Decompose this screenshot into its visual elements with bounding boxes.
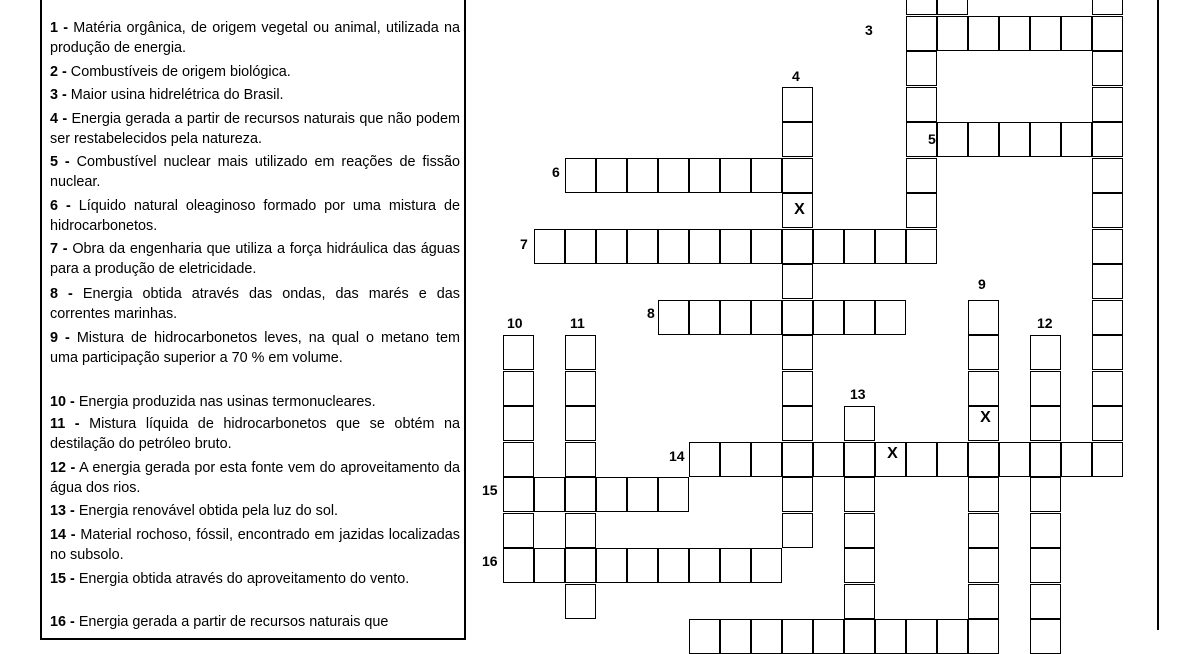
- grid-cell[interactable]: [627, 477, 658, 512]
- grid-cell[interactable]: [906, 442, 937, 477]
- grid-cell[interactable]: [720, 548, 751, 583]
- grid-cell[interactable]: [565, 371, 596, 406]
- grid-cell[interactable]: [503, 548, 534, 583]
- grid-cell[interactable]: [782, 371, 813, 406]
- grid-cell[interactable]: [689, 300, 720, 335]
- grid-number-5: 5: [928, 131, 936, 147]
- clue-9: 9 - Mistura de hidrocarbonetos leves, na qual o metano tem uma participação superior a 70 % em volume.: [50, 330, 461, 366]
- grid-number-9: 9: [978, 276, 986, 292]
- grid-cell[interactable]: [596, 477, 627, 512]
- clue-14: 14 - Material rochoso, fóssil, encontrado em jazidas localizadas no subsolo.: [50, 527, 461, 563]
- grid-number-7: 7: [520, 236, 528, 252]
- grid-cell[interactable]: [503, 477, 534, 512]
- grid-cell[interactable]: [751, 619, 782, 654]
- grid-cell[interactable]: [565, 406, 596, 441]
- grid-cell[interactable]: [565, 513, 596, 548]
- grid-cell[interactable]: [1030, 548, 1061, 583]
- grid-cell[interactable]: [689, 442, 720, 477]
- clue-12: 12 - A energia gerada por esta fonte vem do aproveitamento da água dos rios.: [50, 460, 460, 496]
- grid-cell[interactable]: [1030, 513, 1061, 548]
- clue-panel: [40, 0, 466, 640]
- grid-cell[interactable]: [1030, 122, 1061, 157]
- grid-cell[interactable]: [844, 477, 875, 512]
- clue-5: 5 - Combustível nuclear mais utilizado em reações de fissão nuclear.: [50, 154, 461, 190]
- grid-cell[interactable]: [720, 158, 751, 193]
- grid-cell[interactable]: [1092, 122, 1123, 157]
- blocked-mark: X: [887, 445, 898, 462]
- grid-cell[interactable]: [844, 300, 875, 335]
- grid-cell[interactable]: [844, 584, 875, 619]
- grid-cell[interactable]: [1092, 264, 1123, 299]
- grid-number-10: 10: [507, 315, 523, 331]
- grid-cell[interactable]: [782, 619, 813, 654]
- grid-number-11: 11: [570, 315, 585, 331]
- grid-cell[interactable]: [968, 122, 999, 157]
- grid-cell[interactable]: [875, 229, 906, 264]
- grid-cell[interactable]: [906, 16, 937, 51]
- grid-cell[interactable]: [844, 406, 875, 441]
- grid-cell[interactable]: [782, 264, 813, 299]
- grid-cell[interactable]: [720, 442, 751, 477]
- grid-cell[interactable]: [751, 548, 782, 583]
- grid-cell[interactable]: [658, 229, 689, 264]
- grid-cell[interactable]: [968, 371, 999, 406]
- grid-number-14: 14: [669, 448, 685, 464]
- clue-2: 2 - Combustíveis de origem biológica.: [50, 64, 291, 80]
- clue-10: 10 - Energia produzida nas usinas termonucleares.: [50, 394, 376, 410]
- grid-cell[interactable]: [1061, 442, 1092, 477]
- grid-cell[interactable]: [782, 335, 813, 370]
- grid-cell[interactable]: [937, 0, 968, 15]
- grid-cell[interactable]: [906, 158, 937, 193]
- grid-cell[interactable]: [968, 513, 999, 548]
- grid-cell[interactable]: [906, 193, 937, 228]
- grid-cell[interactable]: [1092, 0, 1123, 15]
- grid-cell[interactable]: [1092, 87, 1123, 122]
- grid-cell[interactable]: [565, 335, 596, 370]
- grid-cell[interactable]: [751, 442, 782, 477]
- grid-cell[interactable]: [782, 300, 813, 335]
- grid-cell[interactable]: [627, 158, 658, 193]
- grid-cell[interactable]: [596, 548, 627, 583]
- grid-cell[interactable]: [1030, 371, 1061, 406]
- grid-cell[interactable]: [782, 442, 813, 477]
- grid-cell[interactable]: [720, 229, 751, 264]
- grid-cell[interactable]: [813, 619, 844, 654]
- grid-cell[interactable]: [937, 16, 968, 51]
- grid-cell[interactable]: [503, 406, 534, 441]
- grid-cell[interactable]: [751, 158, 782, 193]
- grid-cell[interactable]: [782, 477, 813, 512]
- grid-number-4: 4: [792, 68, 800, 84]
- grid-cell[interactable]: [565, 229, 596, 264]
- grid-cell[interactable]: [844, 548, 875, 583]
- grid-cell[interactable]: [906, 0, 937, 15]
- grid-cell[interactable]: [627, 548, 658, 583]
- grid-cell[interactable]: [565, 584, 596, 619]
- grid-cell[interactable]: [534, 229, 565, 264]
- clue-1: 1 - Matéria orgânica, de origem vegetal ou animal, utilizada na produção de energia.: [50, 20, 461, 56]
- clue-8: 8 - Energia obtida através das ondas, das marés e das correntes marinhas.: [50, 286, 461, 322]
- grid-cell[interactable]: [999, 122, 1030, 157]
- grid-cell[interactable]: [1061, 122, 1092, 157]
- grid-cell[interactable]: [503, 371, 534, 406]
- grid-cell[interactable]: [1030, 442, 1061, 477]
- grid-number-13: 13: [850, 386, 866, 402]
- grid-number-12: 12: [1037, 315, 1053, 331]
- grid-cell[interactable]: [813, 300, 844, 335]
- grid-cell[interactable]: [906, 229, 937, 264]
- grid-cell[interactable]: [627, 229, 658, 264]
- grid-cell[interactable]: [968, 16, 999, 51]
- grid-cell[interactable]: [1030, 619, 1061, 654]
- grid-cell[interactable]: [720, 300, 751, 335]
- grid-cell[interactable]: [968, 335, 999, 370]
- grid-cell[interactable]: [937, 619, 968, 654]
- grid-cell[interactable]: [875, 619, 906, 654]
- clue-6: 6 - Líquido natural oleaginoso formado por uma mistura de hidrocarbonetos.: [50, 198, 461, 234]
- grid-cell[interactable]: [999, 442, 1030, 477]
- grid-cell[interactable]: [875, 300, 906, 335]
- grid-cell[interactable]: [1030, 477, 1061, 512]
- grid-cell[interactable]: [534, 477, 565, 512]
- grid-number-3: 3: [865, 22, 873, 38]
- grid-cell[interactable]: [1092, 300, 1123, 335]
- grid-cell[interactable]: [813, 442, 844, 477]
- grid-number-8: 8: [647, 305, 655, 321]
- grid-cell[interactable]: [689, 619, 720, 654]
- clue-4: 4 - Energia gerada a partir de recursos naturais que não podem ser restabelecidos pela natureza.: [50, 111, 460, 147]
- grid-cell[interactable]: [1092, 406, 1123, 441]
- puzzle-border: [1157, 0, 1159, 630]
- grid-cell[interactable]: [689, 548, 720, 583]
- grid-cell[interactable]: [906, 51, 937, 86]
- grid-cell[interactable]: [999, 16, 1030, 51]
- grid-cell[interactable]: [937, 122, 968, 157]
- grid-cell[interactable]: [782, 158, 813, 193]
- grid-cell[interactable]: [565, 477, 596, 512]
- grid-cell[interactable]: [1092, 158, 1123, 193]
- grid-cell[interactable]: [565, 158, 596, 193]
- grid-cell[interactable]: [968, 619, 999, 654]
- grid-cell[interactable]: [906, 87, 937, 122]
- grid-cell[interactable]: [1092, 371, 1123, 406]
- grid-number-6: 6: [552, 164, 560, 180]
- grid-cell[interactable]: [968, 442, 999, 477]
- grid-cell[interactable]: [689, 158, 720, 193]
- grid-cell[interactable]: [1092, 16, 1123, 51]
- grid-cell[interactable]: [565, 442, 596, 477]
- grid-cell[interactable]: [596, 158, 627, 193]
- grid-cell[interactable]: [968, 584, 999, 619]
- grid-cell[interactable]: [782, 229, 813, 264]
- grid-cell[interactable]: [751, 229, 782, 264]
- clue-16: 16 - Energia gerada a partir de recursos naturais que: [50, 614, 389, 630]
- grid-cell[interactable]: [658, 158, 689, 193]
- grid-cell[interactable]: [503, 442, 534, 477]
- grid-number-15: 15: [482, 482, 498, 498]
- clue-7: 7 - Obra da engenharia que utiliza a força hidráulica das águas para a produção de eletricidade.: [50, 241, 460, 277]
- grid-cell[interactable]: [565, 548, 596, 583]
- grid-cell[interactable]: [968, 300, 999, 335]
- grid-cell[interactable]: [1092, 335, 1123, 370]
- clue-11: 11 - Mistura líquida de hidrocarbonetos que se obtém na destilação do petróleo bruto.: [50, 416, 460, 452]
- grid-cell[interactable]: [751, 300, 782, 335]
- grid-cell[interactable]: [844, 442, 875, 477]
- blocked-mark: X: [980, 409, 991, 426]
- grid-cell[interactable]: [1092, 229, 1123, 264]
- grid-cell[interactable]: [1030, 584, 1061, 619]
- grid-cell[interactable]: [658, 300, 689, 335]
- grid-cell[interactable]: [968, 548, 999, 583]
- grid-cell[interactable]: [844, 619, 875, 654]
- grid-cell[interactable]: [937, 442, 968, 477]
- grid-cell[interactable]: [720, 619, 751, 654]
- grid-cell[interactable]: [782, 406, 813, 441]
- grid-cell[interactable]: [534, 548, 565, 583]
- grid-cell[interactable]: [782, 122, 813, 157]
- grid-cell[interactable]: [1092, 193, 1123, 228]
- grid-cell[interactable]: [782, 87, 813, 122]
- grid-cell[interactable]: [844, 229, 875, 264]
- blocked-mark: X: [794, 201, 805, 218]
- grid-cell[interactable]: [782, 513, 813, 548]
- grid-cell[interactable]: [1092, 442, 1123, 477]
- grid-cell[interactable]: [1030, 16, 1061, 51]
- grid-cell[interactable]: [844, 513, 875, 548]
- clue-13: 13 - Energia renovável obtida pela luz do sol.: [50, 503, 339, 519]
- grid-cell[interactable]: [1030, 335, 1061, 370]
- clue-15: 15 - Energia obtida através do aproveitamento do vento.: [50, 571, 410, 587]
- grid-cell[interactable]: [813, 229, 844, 264]
- grid-number-16: 16: [482, 553, 498, 569]
- grid-cell[interactable]: [1030, 406, 1061, 441]
- grid-cell[interactable]: [1092, 51, 1123, 86]
- grid-cell[interactable]: [503, 513, 534, 548]
- grid-cell[interactable]: [689, 229, 720, 264]
- grid-cell[interactable]: [503, 335, 534, 370]
- grid-cell[interactable]: [968, 477, 999, 512]
- clue-3: 3 - Maior usina hidrelétrica do Brasil.: [50, 87, 284, 103]
- grid-cell[interactable]: [658, 548, 689, 583]
- grid-cell[interactable]: [906, 619, 937, 654]
- grid-cell[interactable]: [596, 229, 627, 264]
- grid-cell[interactable]: [1061, 16, 1092, 51]
- grid-cell[interactable]: [658, 477, 689, 512]
